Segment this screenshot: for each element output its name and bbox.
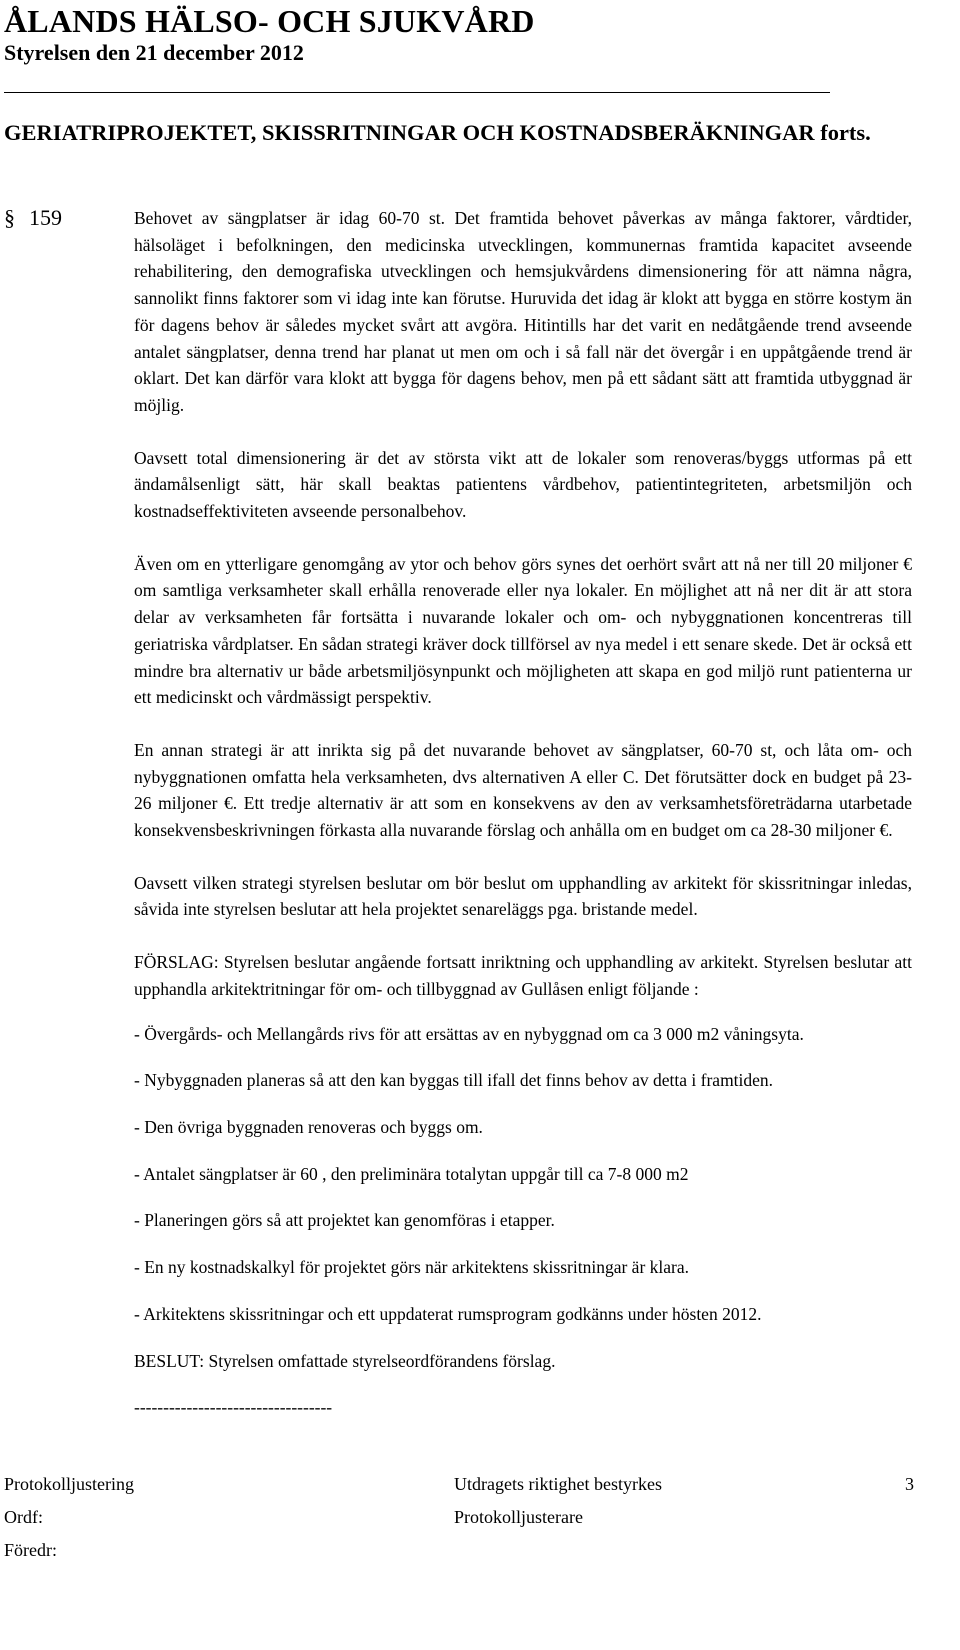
page-number: 3 bbox=[905, 1474, 914, 1494]
footer-chair: Ordf: bbox=[4, 1507, 43, 1527]
list-item: - Den övriga byggnaden renoveras och byggs om. bbox=[134, 1116, 483, 1137]
footer-checkers: Protokolljusterare bbox=[454, 1507, 583, 1527]
list-item: - Övergårds- och Mellangårds rivs för att ersättas av en nybyggnad om ca 3 000 m2 våningsyta. bbox=[134, 1023, 804, 1044]
paragraph-budget-20m: Även om en ytterligare genomgång av ytor och behov görs synes det oerhört svårt att nå ner till 20 miljoner € om samtliga verksamheter skall erhålla renoverade eller nya lokaler. En möjlighet att nå ner dit är att stora delar av verksamheten får fortsätta i nuvarande lokaler och om- och nybyggnationen koncentreras till geriatriska vårdplatser. En sådan strategi kräver dock tillförsel av nya medel i ett senare skede. Det är också ett mindre bra alternativ ur både arbetsmiljösynpunkt och möjligheten att skapa en god miljö runt patienterna ur ett medicinskt och vårdmässigt perspektiv. bbox=[134, 553, 912, 708]
paragraph-decision: BESLUT: Styrelsen omfattade styrelseordförandens förslag. bbox=[134, 1350, 556, 1371]
list-item: - Arkitektens skissritningar och ett uppdaterat rumsprogram godkänns under hösten 2012. bbox=[134, 1303, 762, 1324]
section-title: GERIATRIPROJEKTET, SKISSRITNINGAR OCH KOSTNADSBERÄKNINGAR forts. bbox=[4, 120, 871, 145]
footer-row bbox=[4, 1472, 914, 1505]
list-item: - Antalet sängplatser är 60 , den preliminära totalytan uppgår till ca 7-8 000 m2 bbox=[134, 1163, 689, 1184]
footer-row bbox=[4, 1538, 914, 1571]
paragraph-dimensioning: Oavsett total dimensionering är det av största vikt att de lokaler som renoveras/byggs utformas på ett ändamålsenligt sätt, här skall beaktas patientens vårdbehov, patientintegriteten, arbetsmiljön och kostnadseffektiviteten avseende personalbehov. bbox=[134, 447, 912, 522]
list-item: - Nybyggnaden planeras så att den kan byggas till ifall det finns behov av detta i framtiden. bbox=[134, 1070, 774, 1091]
protocol-body bbox=[134, 205, 912, 1447]
footer-protocol-check: Protokolljustering bbox=[4, 1474, 134, 1494]
paragraph-bed-need: Behovet av sängplatser är idag 60-70 st. Det framtida behovet påverkas av många faktorer, vårdtider, hälsoläget i befolkningen, den medicinska utvecklingen, kommunernas framtida kapacitet avseende rehabilitering, den demografiska utvecklingen och hemsjukvårdens dimensionering för att nämna några, sannolikt finns faktorer som vi idag inte kan förutse. Huruvida det idag är klokt att bygga en större kostym än för dagens behov är således mycket svårt att avgöra. Hitintills har det varit en nedåtgående trend avseende antalet sängplatser, denna trend har planat ut men om och i så fall när det övergår i en uppåtgående trend är oklart. Det kan därför vara klokt att bygga för dagens behov, men på ett sådant sätt att framtida utbyggnad är möjlig. bbox=[134, 208, 912, 415]
meeting-date: Styrelsen den 21 december 2012 bbox=[4, 40, 304, 65]
paragraph-architect-procurement: Oavsett vilken strategi styrelsen beslutar om bör beslut om upphandling av arkitekt för skissritningar inledas, såvida inte styrelsen beslutar att hela projektet senareläggs pga. bristande medel. bbox=[134, 872, 912, 920]
organization-name: ÅLANDS HÄLSO- OCH SJUKVÅRD bbox=[4, 3, 535, 39]
footer-presenter: Föredr: bbox=[4, 1540, 57, 1560]
list-item: - Planeringen görs så att projektet kan genomföras i etapper. bbox=[134, 1210, 555, 1231]
footer-certified: Utdragets riktighet bestyrkes bbox=[454, 1474, 662, 1494]
header-rule bbox=[4, 92, 830, 93]
footer-row bbox=[4, 1505, 914, 1538]
paragraph-alternative-strategy: En annan strategi är att inrikta sig på det nuvarande behovet av sängplatser, 60-70 st, och låta om- och nybyggnationen omfatta hela verksamheten, dvs alternativen A eller C. Det förutsätter dock en budget på 23-26 miljoner €. Ett tredje alternativ är att som en konsekvens av den av verksamhetsföreträdarna utarbetade konsekvensbeskrivningen förkasta alla nuvarande förslag och anhålla om en budget om ca 28-30 miljoner €. bbox=[134, 739, 912, 841]
section-sign: § bbox=[4, 205, 15, 230]
section-number: 159 bbox=[29, 205, 62, 230]
dashed-separator: ---------------------------------- bbox=[134, 1397, 333, 1418]
paragraph-proposal: FÖRSLAG: Styrelsen beslutar angående fortsatt inriktning och upphandling av arkitekt. Styrelsen beslutar att upphandla arkitektritningar för om- och tillbyggnad av Gullåsen enligt följande : bbox=[134, 952, 912, 999]
paragraph-number bbox=[4, 205, 62, 231]
footer bbox=[4, 1472, 914, 1571]
list-item: - En ny kostnadskalkyl för projektet görs när arkitektens skissritningar är klara. bbox=[134, 1257, 689, 1278]
